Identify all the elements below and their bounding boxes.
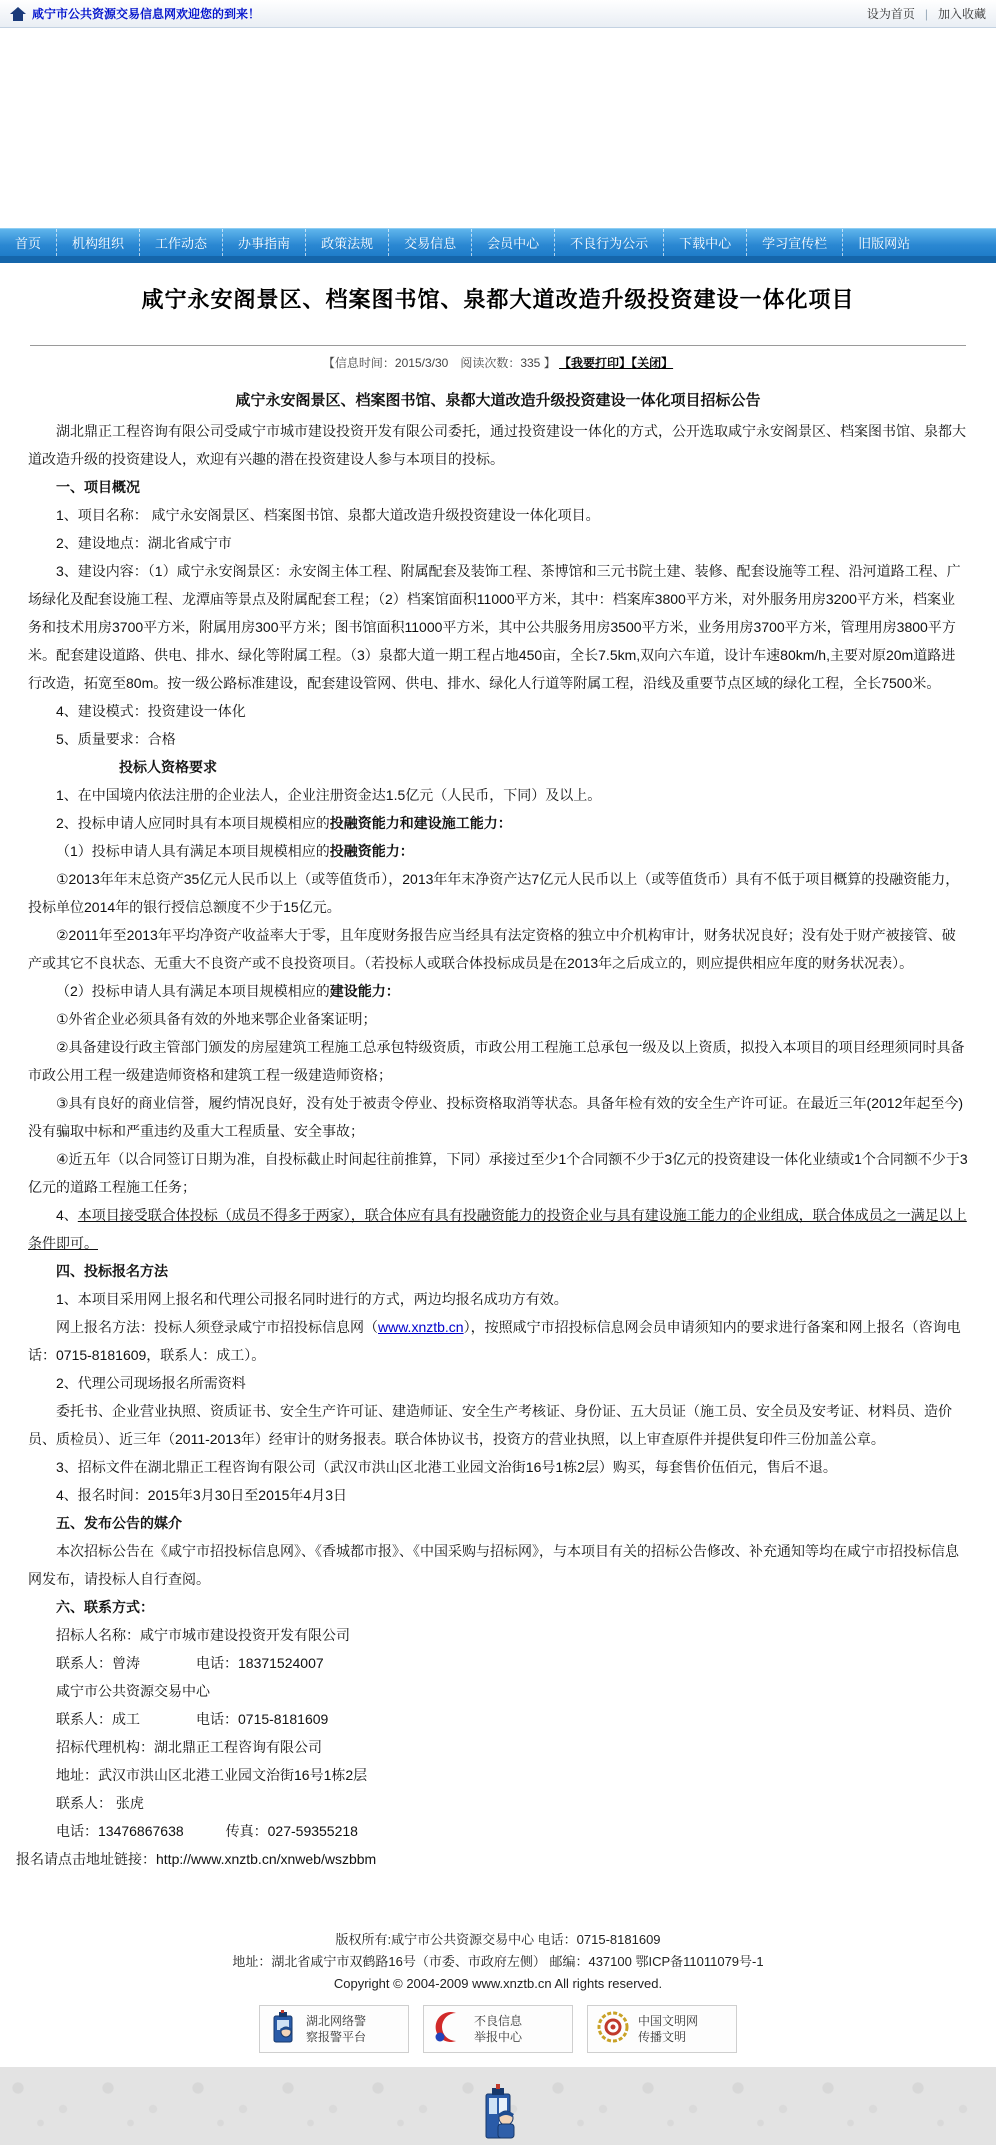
footer-address-line: 地址：湖北省咸宁市双鹤路16号（市委、市政府左侧） 邮编：437100 鄂ICP备11011079号-1 [232,1954,764,1969]
text-segment: 5、质量要求：合格 [56,731,176,747]
paragraph [28,977,968,1005]
nav-item-办事指南[interactable]: 办事指南 [223,229,306,256]
article-meta-bar [28,346,968,373]
paragraph [28,1369,968,1397]
home-icon [10,7,26,21]
text-segment: 1、在中国境内依法注册的企业法人，企业注册资金达1.5亿元（人民币，下同）及以上。 [56,787,602,803]
text-segment: 招标人名称：咸宁市城市建设投资开发有限公司 [56,1627,350,1643]
paragraph [28,865,968,921]
info-time-label: 【信息时间： [322,356,395,370]
section-heading [28,753,968,781]
section-heading [28,1593,968,1621]
text-segment: 联系人：曾涛 电话：18371524007 [56,1655,324,1671]
announcement-subtitle: 咸宁永安阁景区、档案图书馆、泉都大道改造升级投资建设一体化项目招标公告 [235,392,761,409]
paragraph [28,1649,968,1677]
topbar-separator: | [924,6,928,21]
nav-item-工作动态[interactable]: 工作动态 [140,229,223,256]
paragraph [28,557,968,697]
paragraph [28,1481,968,1509]
text-segment: 四、投标报名方法 [56,1263,168,1279]
text-segment: 4、建设模式：投资建设一体化 [56,703,246,719]
text-segment: 地址：武汉市洪山区北港工业园文治街16号1栋2层 [56,1767,368,1783]
text-segment: 本次招标公告在《咸宁市招投标信息网》、《香城都市报》、《中国采购与招标网》，与本项目有关的招标公告修改、补充通知等均在咸宁市招投标信息网发布，请投标人自行查阅。 [28,1543,959,1587]
read-count-value: 335 [520,356,541,370]
text-segment: 投标人资格要求 [119,759,217,775]
info-time-value: 2015/3/30 [394,356,449,370]
text-segment: 投融资能力和建设施工能力： [329,815,512,831]
paragraph [28,781,968,809]
paragraph [28,1537,968,1593]
paragraph [28,417,968,473]
text-segment: 报名请点击地址链接：http://www.xnztb.cn/xnweb/wszbbm [16,1851,377,1867]
paragraph [28,1145,968,1201]
text-segment: 4、 [56,1207,78,1223]
paragraph [28,809,968,837]
text-segment: 1、项目名称： 咸宁永安阁景区、档案图书馆、泉都大道改造升级投资建设一体化项目。 [56,507,600,523]
text-segment: ），按照咸宁市招投标信息网会员申请须知内的要求进行备案和网上报名（咨询电话：0715-8181609，联系人：成工）。 [28,1319,961,1363]
paragraph [28,1033,968,1089]
nav-item-政策法规[interactable]: 政策法规 [306,229,389,256]
nav-item-旧版网站[interactable]: 旧版网站 [858,236,911,251]
read-count-label: 阅读次数： [448,356,521,370]
china-civilization-icon [596,2010,630,2049]
text-segment: ①外省企业必须具备有效的外地来鄂企业备案证明； [56,1011,377,1027]
badge-label: 中国文明网 传播文明 [638,2014,699,2044]
paragraph [28,1705,968,1733]
topbar [0,0,996,28]
text-segment: 1、本项目采用网上报名和代理公司报名同时进行的方式，两边均报名成功方有效。 [56,1291,568,1307]
text-segment: （1）投标申请人具有满足本项目规模相应的 [56,843,330,859]
text-segment: 2、代理公司现场报名所需资料 [56,1375,246,1391]
text-segment: 4、报名时间：2015年3月30日至2015年4月3日 [56,1487,348,1503]
nav-item-下载中心[interactable]: 下载中心 [664,229,747,256]
nav-bottom-strip [0,256,996,263]
nav-item-机构组织[interactable]: 机构组织 [57,229,140,256]
text-segment: 联系人： 张虎 [56,1795,144,1811]
close-button[interactable]: 【关闭】 [631,356,674,370]
text-segment: （2）投标申请人具有满足本项目规模相应的 [56,983,330,999]
text-segment: ①2013年年末总资产35亿元人民币以上（或等值货币），2013年年末净资产达7亿元人民币以上（或等值货币）具有不低于项目概算的投融资能力，投标单位2014年的银行授信总额度不少于15亿元。 [28,871,960,915]
paragraph [16,1845,968,1873]
text-segment: 招标代理机构：湖北鼎正工程咨询有限公司 [56,1739,322,1755]
text-segment: 湖北鼎正工程咨询有限公司受咸宁市城市建设投资开发有限公司委托，通过投资建设一体化的方式，公开选取咸宁永安阁景区、档案图书馆、泉都大道改造升级的投资建设人，欢迎有兴趣的潜在投资建设人参与本项目的投标。 [28,423,966,467]
text-segment: ②2011年至2013年平均净资产收益率大于零，且年度财务报告应当经具有法定资格的独立中介机构审计，财务状况良好；没有处于财产被接管、破产或其它不良状态、无重大不良资产或不良投资项目。（若投标人或联合体投标成员是在2013年之后成立的，则应提供相应年度的财务状况表）。 [28,927,956,971]
add-favorite-link[interactable]: 加入收藏 [937,7,986,21]
paragraph [28,697,968,725]
paragraph [28,1089,968,1145]
footer-rights-line: Copyright © 2004-2009 www.xnztb.cn All rights reserved. [333,1976,663,1991]
bottom-pattern-strip [0,2067,996,2145]
text-segment: 2、建设地点：湖北省咸宁市 [56,535,232,551]
text-segment: 3、建设内容：（1）咸宁永安阁景区：永安阁主体工程、附属配套及装饰工程、茶博馆和三元书院土建、装修、配套设施等工程、沿河道路工程、广场绿化及配套设施工程、龙潭庙等景点及附属配套工程；（2）档案馆面积11000平方米，其中：档案库3800平方米，对外服务用房3200平方米，档案业务和技术用房3700平方米，附属用房300平方米；图书馆面积11000平方米，其中公共服务用房3500平方米，业务用房3700平方米，管理用房3800平方米。配套建设道路、供电、排水、绿化等附属工程。（3）泉都大道一期工程占地450亩，全长7.5km,双向六车道，设计车速80km/h,主要对原20m道路进行改造，拓宽至80m。按一级公路标准建设，配套建设管网、供电、排水、绿化人行道等附属工程，沿线及重要节点区域的绿化工程，全长7500米。 [28,563,961,691]
paragraph [28,1677,968,1705]
text-segment: 委托书、企业营业执照、资质证书、安全生产许可证、建造师证、安全生产考核证、身份证、五大员证（施工员、安全员及安考证、材料员、造价员、质检员）、近三年（2011-2013年）经审计的财务报表。联合体协议书，投资方的营业执照，以上审查原件并提供复印件三份加盖公章。 [28,1403,952,1447]
paragraph [28,1397,968,1453]
section-heading [28,473,968,501]
text-segment: ②具备建设行政主管部门颁发的房屋建筑工程施工总承包特级资质，市政公用工程施工总承包一级及以上资质，拟投入本项目的项目经理须同时具备市政公用工程一级建造师资格和建筑工程一级建造师资格； [28,1039,965,1083]
text-segment: 一、项目概况 [56,479,140,495]
paragraph [28,1313,968,1369]
paragraph [28,1789,968,1817]
footer-badges [0,2005,996,2053]
paragraph [28,501,968,529]
inline-link[interactable]: www.xnztb.cn [378,1319,464,1335]
text-segment: 电话：13476867638 传真：027-59355218 [56,1823,358,1839]
china-civilization-badge[interactable] [587,2005,737,2053]
text-segment: ④近五年（以合同签订日期为准，自投标截止时间起往前推算，下同）承接过至少1个合同额不少于3亿元的投资建设一体化业绩或1个合同额不少于3亿元的道路工程施工任务； [28,1151,968,1195]
badge-label: 不良信息 举报中心 [474,2014,523,2044]
hubei-cyber-police-icon [268,2010,298,2049]
site-welcome-text: 咸宁市公共资源交易信息网欢迎您的到来！ [32,7,261,21]
bad-info-report-badge[interactable] [423,2005,573,2053]
hubei-cyber-police-badge[interactable] [259,2005,409,2053]
paragraph [28,921,968,977]
paragraph [28,725,968,753]
paragraph [28,1733,968,1761]
text-segment: 投融资能力： [329,843,414,859]
text-segment: 2、投标申请人应同时具有本项目规模相应的 [56,815,330,831]
nav-item-学习宣传栏[interactable]: 学习宣传栏 [747,229,843,256]
nav-item-交易信息[interactable]: 交易信息 [389,229,472,256]
nav-item-会员中心[interactable]: 会员中心 [472,229,555,256]
paragraph [28,1761,968,1789]
meta-end-bracket: 】 [540,356,556,370]
main-nav [0,228,996,256]
bad-info-report-icon [432,2010,466,2049]
paragraph [28,1285,968,1313]
text-segment: 联系人：成工 电话：0715-8181609 [56,1711,329,1727]
page-footer [0,1929,996,1995]
text-segment: ③具有良好的商业信誉，履约情况良好，没有处于被责令停业、投标资格取消等状态。具备年检有效的安全生产许可证。在最近三年(2012年起至今)没有骗取中标和严重违约及重大工程质量、安全事故； [28,1095,964,1139]
text-segment: 本项目接受联合体投标（成员不得多于两家），联合体应有具有投融资能力的投资企业与具有建设施工能力的企业组成，联合体成员之一满足以上条件即可。 [28,1207,967,1251]
paragraph [28,1817,968,1845]
article-body [16,417,968,1883]
text-segment: 3、招标文件在湖北鼎正工程咨询有限公司（武汉市洪山区北港工业园文治街16号1栋2层）购买，每套售价伍佰元，售后不退。 [56,1459,837,1475]
article-content [0,283,996,1883]
text-segment: 网上报名方法：投标人须登录咸宁市招投标信息网（ [56,1319,378,1335]
paragraph [28,1201,968,1257]
text-segment: 建设能力： [329,983,400,999]
badge-label: 湖北网络警 察报警平台 [306,2014,367,2044]
nav-item-不良行为公示[interactable]: 不良行为公示 [555,229,664,256]
set-homepage-link[interactable]: 设为首页 [866,7,915,21]
nav-item-首页[interactable]: 首页 [0,229,57,256]
paragraph [28,529,968,557]
footer-copyright-line: 版权所有:咸宁市公共资源交易中心 电话：0715-8181609 [335,1932,661,1947]
paragraph [28,1005,968,1033]
paragraph [28,1621,968,1649]
text-segment: 六、联系方式： [56,1599,154,1615]
text-segment: 咸宁市公共资源交易中心 [56,1683,210,1699]
police-mascot-icon[interactable] [472,2084,524,2145]
section-heading [28,1509,968,1537]
paragraph [28,837,968,865]
section-heading [28,1257,968,1285]
page-title: 咸宁永安阁景区、档案图书馆、泉都大道改造升级投资建设一体化项目 [141,287,855,312]
paragraph [28,1453,968,1481]
print-button[interactable]: 【我要打印】 [559,356,632,370]
text-segment: 五、发布公告的媒介 [56,1515,182,1531]
banner-area [0,28,996,228]
